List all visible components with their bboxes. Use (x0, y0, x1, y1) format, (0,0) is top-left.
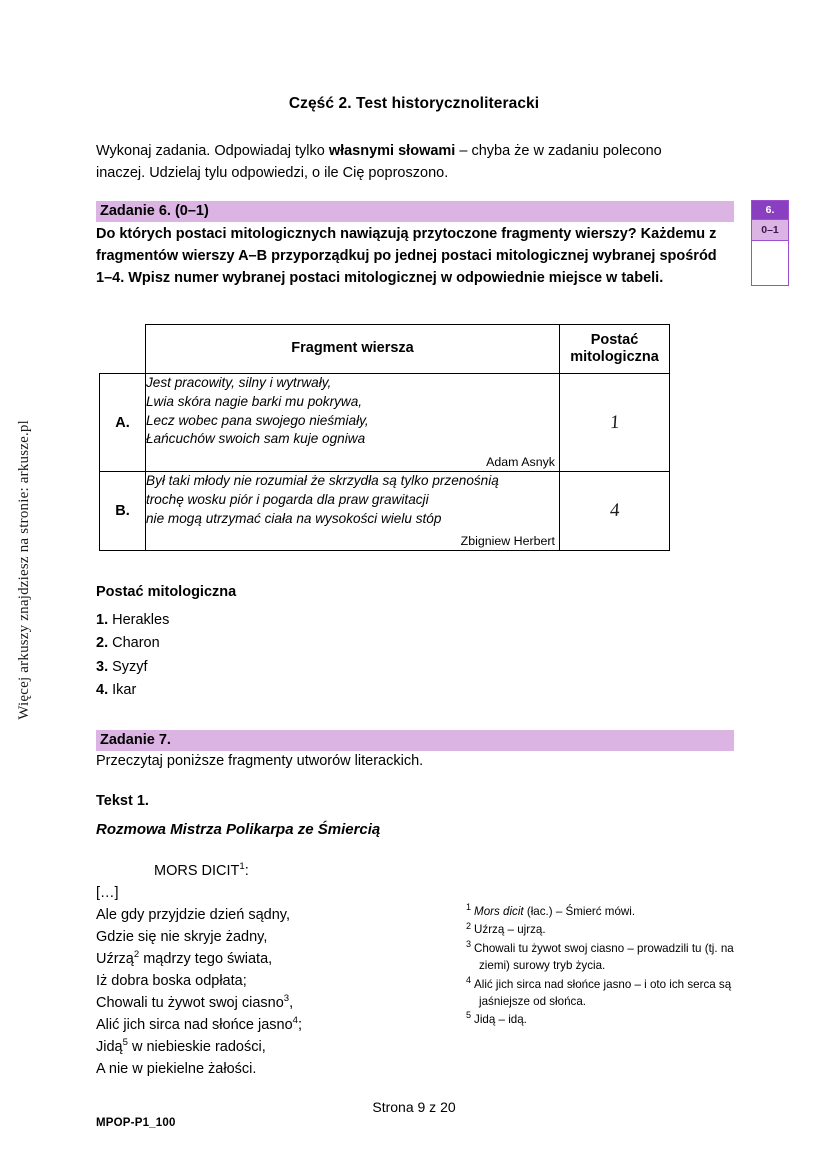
matching-table (99, 324, 670, 551)
score-box-number: 6. (752, 201, 788, 220)
poem-line-pre: Jidą (96, 1039, 123, 1056)
poem-speaker (96, 860, 426, 882)
poem-line: Ale gdy przyjdzie dzień sądny, (96, 907, 290, 924)
footnote-text: (łac.) – Śmierć mówi. (523, 905, 636, 918)
option-label: Herakles (112, 612, 170, 628)
fragment-author: Zbigniew Herbert (460, 534, 555, 549)
page-number: Strona 9 z 20 (372, 1099, 456, 1115)
row-label-a: A. (100, 374, 146, 472)
table-corner-cell (100, 325, 146, 374)
footnote-item (466, 1011, 734, 1028)
fragment-cell-b (146, 472, 560, 551)
footnote-ref-2: 2 (133, 949, 140, 961)
option-label: Syzyf (112, 658, 148, 675)
footnote-item (466, 976, 734, 1011)
side-watermark: Więcej arkuszy znajdziesz na stronie: arkusze.pl (16, 420, 32, 720)
poem-line (96, 1014, 426, 1036)
table-header-fragment: Fragment wiersza (146, 325, 560, 374)
task-7-text-label: Tekst 1. (96, 793, 149, 809)
poem-speaker-colon: : (244, 863, 249, 879)
footnote-number: 3 (466, 938, 472, 949)
footnote-text: Chowali tu żywot swoj ciasno – prowadzili tu (tj. na ziemi) surowy tryb życia. (474, 941, 734, 973)
poem-line-post: w niebieskie radości, (127, 1039, 266, 1056)
task-7-banner: Zadanie 7. (96, 730, 734, 751)
poem-line: nie mogą utrzymać ciała na wysokości wielu stóp (146, 510, 442, 526)
option-label: Charon (112, 635, 160, 652)
poem-line: Jest pracowity, silny i wytrwały, (146, 375, 332, 390)
fragment-cell-a (146, 374, 560, 472)
footnote-number: 1 (466, 902, 472, 913)
footnotes-block (466, 903, 734, 1030)
document-code: MPOP-P1_100 (96, 1117, 176, 1129)
intro-text-bold: własnymi słowami (328, 143, 456, 159)
poem-line-pre: Alić jich sirca nad słońce jasno (96, 1017, 293, 1034)
page-title: Część 2. Test historycznoliteracki (288, 95, 540, 112)
footnote-item (466, 921, 734, 938)
options-heading: Postać mitologiczna (96, 584, 237, 600)
footnote-text: Alić jich sirca nad słońce jasno – i oto ich serca są jaśniejsze od słońca. (474, 977, 732, 1008)
table-header-row (100, 325, 670, 374)
footnote-number: 4 (466, 974, 472, 985)
poem-line: A nie w piekielne żałości. (96, 1061, 257, 1078)
option-number: 1. (96, 612, 109, 628)
poem-line (96, 948, 426, 970)
table-header-figure: Postać mitologiczna (560, 325, 670, 374)
row-label-b: B. (100, 472, 146, 551)
poem-line: Lecz wobec pana swojego nieśmiały, (146, 412, 369, 428)
poem-speaker-label: MORS DICIT (154, 863, 240, 879)
intro-text-part1: Wykonaj zadania. Odpowiadaj tylko (96, 143, 329, 159)
poem-text (96, 860, 426, 1080)
poem-line: Był taki młody nie rozumiał że skrzydła są tylko przenośnią (146, 473, 499, 489)
poem-line: trochę wosku piór i pogarda dla praw grawitacji (146, 491, 429, 507)
fragment-author: Adam Asnyk (486, 455, 555, 469)
poem-line: Lwia skóra nagie barki mu pokrywa, (146, 393, 363, 409)
task-7-instruction: Przeczytaj poniższe fragmenty utworów literackich. (96, 753, 424, 769)
content-column (96, 0, 732, 185)
poem-ellipsis: […] (96, 885, 119, 902)
handwritten-answer: 4 (609, 500, 621, 522)
footnote-item (466, 940, 734, 975)
poem-line-pre: Uźrzą (96, 951, 134, 968)
task-6-banner: Zadanie 6. (0–1) (96, 201, 734, 222)
footnote-italic: Mors dicit (474, 905, 524, 918)
poem-line-pre: Chowali tu żywot swoj ciasno (96, 995, 284, 1012)
poem-line (96, 1036, 426, 1058)
list-item (96, 609, 169, 632)
answer-cell-b[interactable] (560, 472, 670, 551)
footnote-number: 5 (466, 1010, 472, 1021)
table-row (100, 374, 670, 472)
intro-text-part2: – chyba że w zadaniu polecono inaczej. Udzielaj tylu odpowiedzi, o ile Cię poproszono. (96, 143, 662, 182)
footnote-ref-5: 5 (122, 1037, 128, 1049)
option-label: Ikar (112, 682, 137, 699)
poem-line-post: , (289, 995, 294, 1012)
option-number: 4. (96, 682, 109, 699)
score-box-range: 0–1 (752, 220, 788, 241)
score-box-awarded-field[interactable] (752, 241, 788, 285)
footnote-ref-4: 4 (292, 1015, 298, 1027)
poem-line: Łańcuchów swoich sam kuje ogniwa (146, 431, 366, 447)
poem-line: Gdzie się nie skryje żadny, (96, 929, 268, 946)
option-number: 3. (96, 658, 109, 675)
footnote-ref-3: 3 (283, 993, 290, 1005)
footnote-text: Uźrzą – ujrzą. (474, 923, 546, 937)
poem-line-post: ; (297, 1017, 303, 1034)
answer-cell-a[interactable] (560, 374, 670, 472)
task-6-score-box (751, 200, 789, 286)
list-item (96, 679, 169, 702)
list-item (96, 632, 169, 655)
table-row (100, 472, 670, 551)
poem-line: Iż dobra boska odpłata; (96, 973, 247, 990)
footnote-text: Jidą – idą. (474, 1013, 527, 1027)
option-number: 2. (96, 635, 109, 652)
footnote-item (466, 903, 734, 920)
poem-line-post: mądrzy tego świata, (139, 951, 273, 968)
task-6-command: Do których postaci mitologicznych nawiązują przytoczone fragmenty wierszy? Każdemu z fragmentów wierszy A–B przyporządkuj po jednej postaci mitologicznej wybranej spośród 1–4. Wpisz numer wybranej postaci mitologicznej w odpowiednie miejsce w tabeli. (96, 226, 717, 286)
handwritten-answer: 1 (609, 411, 621, 433)
footnote-number: 2 (466, 920, 472, 931)
intro-paragraph (96, 113, 708, 185)
task-7-work-title: Rozmowa Mistrza Polikarpa ze Śmiercią (96, 821, 381, 838)
footnote-ref-1: 1 (239, 861, 245, 873)
poem-line (96, 992, 426, 1014)
options-list (96, 609, 169, 703)
list-item (96, 656, 169, 679)
